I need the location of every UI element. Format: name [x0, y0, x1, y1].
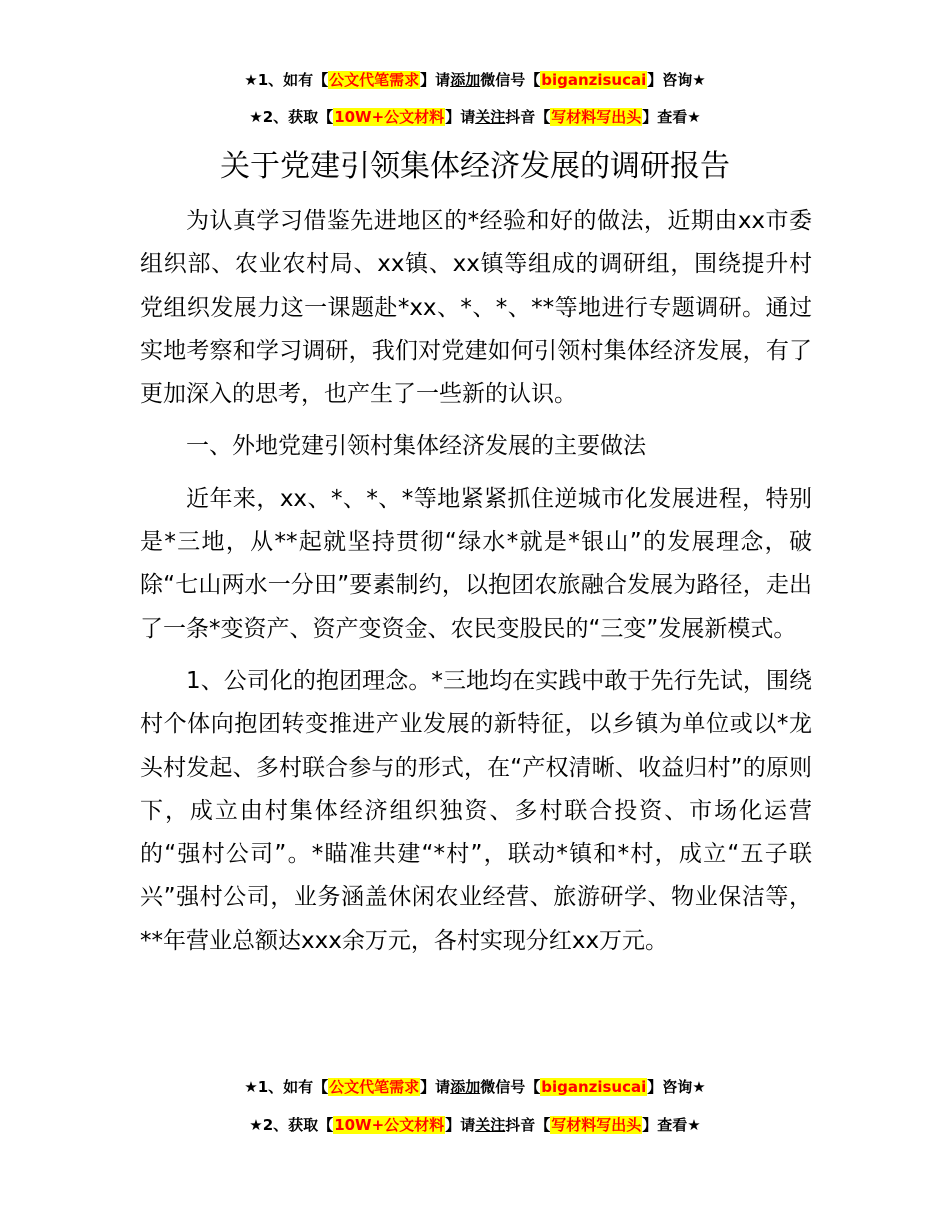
banner-text: ★2、获取【 — [249, 108, 334, 126]
banner-text: ★1、如有【 — [244, 71, 329, 89]
document-title: 关于党建引领集体经济发展的调研报告 — [220, 149, 730, 184]
banner-text: 】咨询★ — [647, 71, 706, 89]
paragraph-point-1: 1、公司化的抱团理念。*三地均在实践中敢于先行先试，围绕村个体向抱团转变推进产业发展的新特征，以乡镇为单位或以*龙头村发起、多村联合参与的形式，在“产权清晰、收益归村”的原则下，成立由村集体经济组织独资、多村联合投资、市场化运营的“强村公司”。*瞄准共建“*村”，联动*镇和*村，成立“五子联兴”强村公司，业务涵盖休闲农业经营、旅游研学、物业保洁等，**年营业总额达xxx余万元，各村实现分红xx万元。 — [140, 667, 812, 954]
highlight-service: 公文代笔需求 — [329, 1078, 420, 1096]
document-body — [140, 200, 812, 963]
section-heading-1: 一、外地党建引领村集体经济发展的主要做法 — [186, 433, 646, 460]
banner-text: 】请 — [445, 1116, 476, 1134]
banner-emphasis: 添加 — [450, 71, 481, 89]
banner-text: 微信号【 — [480, 71, 541, 89]
banner-text: 抖音【 — [505, 1116, 551, 1134]
banner-text: 】请 — [420, 71, 451, 89]
highlight-douyin-id: 写材料写出头 — [551, 108, 642, 126]
paragraph-overview: 近年来，xx、*、*、*等地紧紧抓住逆城市化发展进程，特别是*三地，从**起就坚持贯彻“绿水*就是*银山”的发展理念，破除“七山两水一分田”要素制约，以抱团农旅融合发展为路径，走出了一条*变资产、资产变资金、农民变股民的“三变”发展新模式。 — [140, 485, 812, 642]
promo-banner-bottom-2 — [0, 1114, 950, 1136]
promo-banner-top-1 — [0, 69, 950, 91]
paragraph-intro: 为认真学习借鉴先进地区的*经验和好的做法，近期由xx市委组织部、农业农村局、xx镇、xx镇等组成的调研组，围绕提升村党组织发展力这一课题赴*xx、*、*、**等地进行专题调研。通过实地考察和学习调研，我们对党建如何引领村集体经济发展，有了更加深入的思考，也产生了一些新的认识。 — [140, 208, 812, 408]
highlight-douyin-id: 写材料写出头 — [551, 1116, 642, 1134]
banner-text: ★2、获取【 — [249, 1116, 334, 1134]
banner-text: 】查看★ — [642, 108, 701, 126]
highlight-wechat-id: biganzisucai — [541, 71, 647, 89]
banner-text: 】咨询★ — [647, 1078, 706, 1096]
banner-text: 】请 — [420, 1078, 451, 1096]
banner-text: 抖音【 — [505, 108, 551, 126]
banner-text: 】查看★ — [642, 1116, 701, 1134]
promo-banner-top-2 — [0, 106, 950, 128]
highlight-materials: 10W+公文材料 — [334, 1116, 445, 1134]
banner-emphasis: 关注 — [475, 1116, 506, 1134]
promo-banner-bottom-1 — [0, 1076, 950, 1098]
banner-emphasis: 添加 — [450, 1078, 481, 1096]
highlight-materials: 10W+公文材料 — [334, 108, 445, 126]
highlight-service: 公文代笔需求 — [329, 71, 420, 89]
highlight-wechat-id: biganzisucai — [541, 1078, 647, 1096]
banner-text: 】请 — [445, 108, 476, 126]
banner-text: 微信号【 — [480, 1078, 541, 1096]
banner-text: ★1、如有【 — [244, 1078, 329, 1096]
banner-emphasis: 关注 — [475, 108, 506, 126]
